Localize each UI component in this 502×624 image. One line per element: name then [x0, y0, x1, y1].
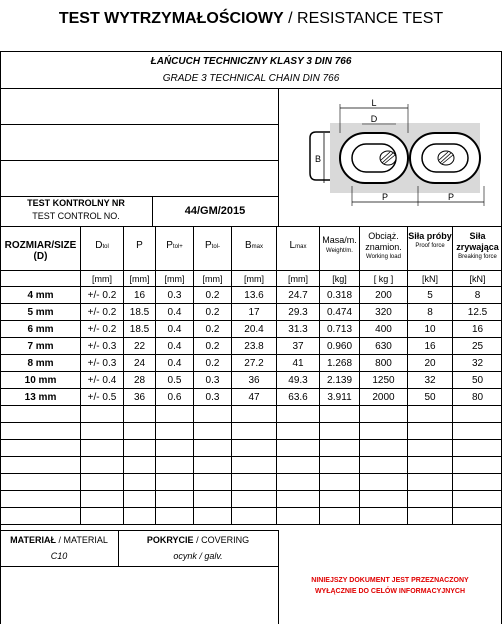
table-cell [156, 474, 194, 491]
dim-l-label: L [371, 98, 377, 108]
table-cell [320, 457, 360, 474]
table-cell [194, 474, 232, 491]
table-cell: 13 mm [1, 389, 81, 406]
table-cell: 10 mm [1, 372, 81, 389]
table-cell: 25 [453, 338, 502, 355]
col-lmax-header: Lmax [277, 227, 320, 271]
subtitle-en: GRADE 3 TECHNICAL CHAIN DIN 766 [162, 73, 340, 84]
unit-cell: [kg] [320, 271, 360, 287]
table-cell: 400 [360, 321, 408, 338]
table-cell: 0.5 [156, 372, 194, 389]
table-cell [408, 406, 453, 423]
table-cell [320, 406, 360, 423]
table-cell [81, 457, 124, 474]
material-label: MATERIAŁ / MATERIAL [10, 535, 108, 545]
table-cell [156, 406, 194, 423]
table-cell: 18.5 [124, 321, 156, 338]
table-cell: 6 mm [1, 321, 81, 338]
unit-cell: [ kg ] [360, 271, 408, 287]
table-cell [453, 491, 502, 508]
table-cell: 8 mm [1, 355, 81, 372]
left-line-1 [0, 124, 278, 125]
table-cell [277, 406, 320, 423]
unit-cell: [kN] [408, 271, 453, 287]
table-cell [360, 491, 408, 508]
covering-value: ocynk / galv. [173, 551, 223, 561]
footer-top [0, 530, 278, 531]
table-cell: +/- 0.4 [81, 372, 124, 389]
empty-row [1, 440, 502, 457]
table-cell: 0.960 [320, 338, 360, 355]
table-cell: 31.3 [277, 321, 320, 338]
data-rows [1, 287, 502, 525]
table-cell: 0.713 [320, 321, 360, 338]
table-cell [124, 457, 156, 474]
table-cell: 41 [277, 355, 320, 372]
table-cell [1, 508, 81, 525]
table-cell: 0.318 [320, 287, 360, 304]
dim-b-label: B [314, 154, 322, 164]
subtitle-pl: ŁAŃCUCH TECHNICZNY KLASY 3 DIN 766 [150, 56, 352, 67]
table-cell [156, 491, 194, 508]
table-row [1, 355, 502, 372]
table-cell: 16 [124, 287, 156, 304]
col-dtol-header: Dtol [81, 227, 124, 271]
disclaimer-note: NINIEJSZY DOKUMENT JEST PRZEZNACZONY WYŁĄCZNIE DO CELÓW INFORMACYJNYCH [311, 577, 469, 595]
table-cell [124, 474, 156, 491]
table-cell: 18.5 [124, 304, 156, 321]
table-cell: 36 [232, 372, 277, 389]
col-ptolp-header: Ptol+ [156, 227, 194, 271]
table-cell: 8 [408, 304, 453, 321]
table-cell [277, 423, 320, 440]
table-cell [453, 508, 502, 525]
table-cell: 36 [124, 389, 156, 406]
table-cell [408, 491, 453, 508]
table-cell [408, 508, 453, 525]
unit-cell: [kN] [453, 271, 502, 287]
unit-cell: [mm] [81, 271, 124, 287]
units-row [1, 271, 502, 287]
table-cell [81, 440, 124, 457]
table-cell: 7 mm [1, 338, 81, 355]
table-cell: +/- 0.2 [81, 321, 124, 338]
empty-row [1, 491, 502, 508]
table-cell [360, 423, 408, 440]
empty-row [1, 508, 502, 525]
table-cell [194, 508, 232, 525]
table-cell [232, 474, 277, 491]
footer-bottom [0, 566, 278, 567]
table-cell [360, 406, 408, 423]
table-cell [232, 508, 277, 525]
table-cell [277, 491, 320, 508]
table-cell: 320 [360, 304, 408, 321]
table-cell [232, 491, 277, 508]
table-cell [194, 491, 232, 508]
empty-row [1, 406, 502, 423]
table-cell [194, 440, 232, 457]
table-cell: 20 [408, 355, 453, 372]
title-rest: RESISTANCE TEST [297, 10, 444, 27]
table-cell [156, 423, 194, 440]
table-cell: 12.5 [453, 304, 502, 321]
unit-cell: [mm] [124, 271, 156, 287]
unit-cell [1, 271, 81, 287]
table-cell [360, 474, 408, 491]
chain-diagram [300, 98, 490, 208]
table-row [1, 287, 502, 304]
table-cell [453, 423, 502, 440]
table-cell: 0.2 [194, 304, 232, 321]
table-cell [81, 508, 124, 525]
table-cell [320, 491, 360, 508]
table-cell: 0.4 [156, 338, 194, 355]
unit-cell: [mm] [194, 271, 232, 287]
col-load-header: Obciąż. znamion. Working load [360, 227, 408, 271]
table-cell [194, 457, 232, 474]
table-cell [81, 406, 124, 423]
table-cell: 1.268 [320, 355, 360, 372]
table-cell [408, 440, 453, 457]
table-cell: 16 [453, 321, 502, 338]
left-line-2 [0, 160, 278, 161]
table-cell [232, 406, 277, 423]
table-cell: 10 [408, 321, 453, 338]
test-control-top [0, 196, 278, 197]
table-cell: 50 [453, 372, 502, 389]
table-cell [277, 508, 320, 525]
table-cell: 28 [124, 372, 156, 389]
table-cell: 0.4 [156, 304, 194, 321]
table-cell: 20.4 [232, 321, 277, 338]
table-cell: 49.3 [277, 372, 320, 389]
left-link [310, 132, 330, 138]
col-mass-header: Masa/m. Weight/m. [320, 227, 360, 271]
table-row [1, 372, 502, 389]
table-cell: 200 [360, 287, 408, 304]
frame-top [0, 51, 502, 52]
table-cell: 2.139 [320, 372, 360, 389]
table-cell: +/- 0.3 [81, 355, 124, 372]
empty-row [1, 474, 502, 491]
table-cell: 27.2 [232, 355, 277, 372]
table-cell [81, 474, 124, 491]
table-cell: 0.2 [194, 355, 232, 372]
table-cell [124, 423, 156, 440]
table-cell: 4 mm [1, 287, 81, 304]
table-cell [232, 440, 277, 457]
header-row [1, 227, 502, 271]
table-cell: 0.4 [156, 355, 194, 372]
table-cell [360, 440, 408, 457]
table-cell [408, 457, 453, 474]
table-cell: 0.2 [194, 287, 232, 304]
table-cell [360, 457, 408, 474]
table-cell: 50 [408, 389, 453, 406]
table-cell: 16 [408, 338, 453, 355]
table-cell [156, 440, 194, 457]
table-cell: 0.3 [194, 372, 232, 389]
table-cell: 47 [232, 389, 277, 406]
table-cell: 1250 [360, 372, 408, 389]
subtitle-divider [0, 88, 502, 89]
table-cell [408, 474, 453, 491]
table-cell [156, 508, 194, 525]
table-cell: 13.6 [232, 287, 277, 304]
table-cell: 800 [360, 355, 408, 372]
table-cell: +/- 0.2 [81, 304, 124, 321]
dim-d-label: D [370, 114, 378, 124]
table-cell [194, 406, 232, 423]
table-cell: 0.6 [156, 389, 194, 406]
col-break-header: Siła zrywająca Breaking force [453, 227, 502, 271]
table-cell [320, 508, 360, 525]
table-cell: 3.911 [320, 389, 360, 406]
empty-row [1, 457, 502, 474]
table-row [1, 304, 502, 321]
table-cell [360, 508, 408, 525]
test-control-label-en: TEST CONTROL NO. [32, 211, 120, 221]
test-control-value: 44/GM/2015 [184, 205, 246, 217]
table-cell: 5 [408, 287, 453, 304]
table-cell [453, 406, 502, 423]
table-cell [124, 508, 156, 525]
table-cell [1, 457, 81, 474]
table-cell [1, 491, 81, 508]
table-cell [232, 457, 277, 474]
table-cell [453, 440, 502, 457]
table-cell [1, 474, 81, 491]
table-cell [277, 474, 320, 491]
table-cell: 0.3 [194, 389, 232, 406]
table-cell: 0.2 [194, 338, 232, 355]
table-cell: 0.4 [156, 321, 194, 338]
unit-cell: [mm] [277, 271, 320, 287]
table-cell [124, 440, 156, 457]
table-cell [320, 440, 360, 457]
table-cell [320, 474, 360, 491]
dim-p2-label: P [447, 192, 455, 202]
empty-row [1, 423, 502, 440]
table-cell: 0.474 [320, 304, 360, 321]
col-bmax-header: Bmax [232, 227, 277, 271]
table-cell [408, 423, 453, 440]
table-cell [277, 440, 320, 457]
table-cell [1, 406, 81, 423]
table-cell: 24.7 [277, 287, 320, 304]
table-cell [453, 474, 502, 491]
table-cell: 22 [124, 338, 156, 355]
table-cell: 23.8 [232, 338, 277, 355]
col-ptolm-header: Ptol- [194, 227, 232, 271]
table-cell: 8 [453, 287, 502, 304]
table-cell: +/- 0.3 [81, 338, 124, 355]
specification-table [0, 226, 502, 525]
table-cell: +/- 0.2 [81, 287, 124, 304]
table-cell: 63.6 [277, 389, 320, 406]
table-cell: 24 [124, 355, 156, 372]
table-cell [277, 457, 320, 474]
table-cell: 2000 [360, 389, 408, 406]
table-row [1, 321, 502, 338]
table-cell: 630 [360, 338, 408, 355]
unit-cell: [mm] [232, 271, 277, 287]
table-cell [1, 440, 81, 457]
table-cell [124, 491, 156, 508]
col-size-header: ROZMIAR/SIZE (D) [1, 227, 81, 271]
title-bold: TEST WYTRZYMAŁOŚCIOWY [58, 10, 284, 27]
table-cell: 37 [277, 338, 320, 355]
table-cell: +/- 0.5 [81, 389, 124, 406]
table-cell [1, 423, 81, 440]
table-cell: 29.3 [277, 304, 320, 321]
table-cell [320, 423, 360, 440]
unit-cell: [mm] [156, 271, 194, 287]
table-cell: 17 [232, 304, 277, 321]
dim-p1-label: P [381, 192, 389, 202]
material-value: C10 [50, 551, 68, 561]
table-cell [156, 457, 194, 474]
col-proof-header: Siła próby Proof force [408, 227, 453, 271]
table-cell [232, 423, 277, 440]
table-row [1, 389, 502, 406]
document-title [0, 10, 502, 28]
table-cell [453, 457, 502, 474]
table-row [1, 338, 502, 355]
covering-label: POKRYCIE / COVERING [146, 535, 250, 545]
table-cell [81, 423, 124, 440]
test-control-label-pl: TEST KONTROLNY NR [27, 198, 125, 208]
table-cell: 0.3 [156, 287, 194, 304]
diagram-divider [278, 88, 279, 226]
title-separator: / [283, 10, 298, 27]
table-cell: 80 [453, 389, 502, 406]
table-cell: 32 [408, 372, 453, 389]
col-p-header: P [124, 227, 156, 271]
table-cell [81, 491, 124, 508]
table-cell [124, 406, 156, 423]
table-cell [194, 423, 232, 440]
table-cell: 32 [453, 355, 502, 372]
table-cell: 0.2 [194, 321, 232, 338]
table-cell: 5 mm [1, 304, 81, 321]
